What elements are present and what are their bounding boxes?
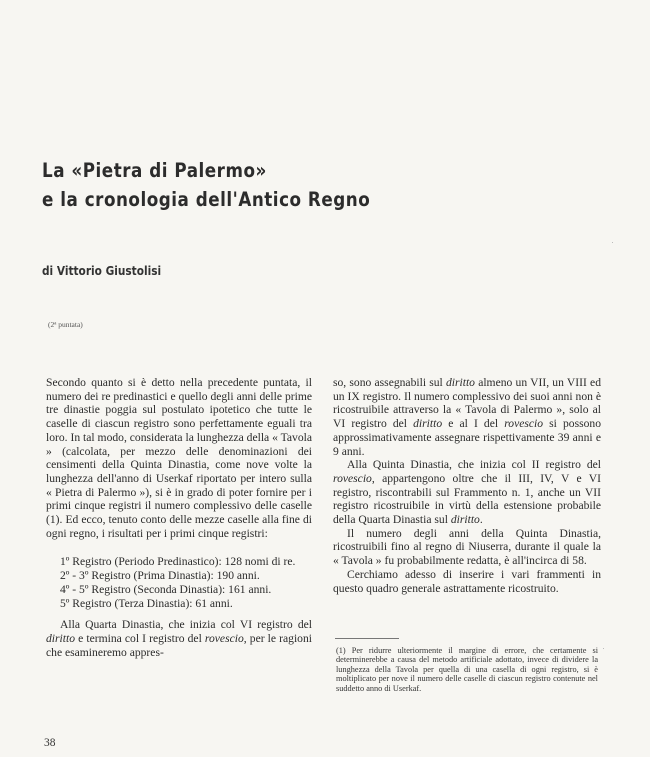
- closing-paragraph: Cerchiamo adesso di inserire i vari frammenti in questo quadro generale astrattamente ricostruito.: [333, 567, 601, 595]
- article-title: [42, 156, 370, 214]
- paper-speck: [603, 648, 604, 649]
- paper-speck: [612, 242, 613, 243]
- register-entry-3: 4º - 5º Registro (Seconda Dinastia): 161 anni.: [60, 582, 272, 596]
- title-line-2: e la cronologia dell'Antico Regno: [42, 188, 371, 211]
- intro-paragraph: Secondo quanto si è detto nella precedente puntata, il numero dei re predinastici e quello degli anni delle prime tre dinastie poggia sul postulato ipotetico che tutte le caselle di ciascun registro sono perfettamente eguali tra loro. In tal modo, considerata la lunghezza della « Tavola » (calcolata, per mezzo delle denominazioni dei censimenti della Quinta Dinastia, come nove volte la lunghezza dell'anno di Userkaf riportato per intero sulla « Pietra di Palermo »), si è in grado di poter fornire per i primi cinque registri il numero complessivo delle caselle (1). Ed ecco, tenuto conto delle mezze caselle alla fine di ogni regno, i risultati per i primi cinque registri:: [46, 376, 312, 540]
- niuserra-paragraph: Il numero degli anni della Quinta Dinastia, ricostruibili fino al regno di Niuserra, durante il quale la « Tavola » fu probabilmente redatta, è all'incirca di 58.: [333, 526, 601, 568]
- register-entry-1: 1º Registro (Periodo Predinastico): 128 nomi di re.: [60, 555, 296, 569]
- continuation-paragraph: so, sono assegnabili sul diritto almeno un VII, un VIII ed un IX registro. Il numero complessivo dei suoi anni non è ricostruibile attraverso la « Tavola di Palermo », solo al VI registro del diritto e al I del rovescio si possono approssimativamente assegnare rispettivamente 39 anni e 9 anni.: [333, 376, 601, 458]
- title-line-1: La «Pietra di Palermo»: [42, 159, 267, 182]
- right-column: [333, 376, 601, 595]
- register-entry-2: 2º - 3º Registro (Prima Dinastia): 190 anni.: [60, 569, 260, 583]
- instalment-note: (2ª puntata): [48, 320, 83, 329]
- left-column: [46, 376, 312, 659]
- fourth-dynasty-paragraph: Alla Quarta Dinastia, che inizia col VI registro del diritto e termina col I registro del rovescio, per le ragioni che esamineremo appres-: [46, 618, 312, 659]
- page-number: 38: [44, 737, 56, 749]
- footnote: (1) Per ridurre ulteriormente il margine di errore, che certamente si determinerebbe a causa del metodo artificiale adottato, invece di dividere la lunghezza della Tavola per quella di una casella di ogni registro, si è moltiplicato per nove il numero delle caselle di ciascun registro contenute nel suddetto anno di Userkaf.: [336, 646, 598, 693]
- footnote-divider: [335, 638, 399, 639]
- fifth-dynasty-paragraph: Alla Quinta Dinastia, che inizia col II registro del rovescio, appartengono oltre che il III, IV, V e VI registro, riscontrabili sul Frammento n. 1, anche un VII registro ricostruibile in virtù della estensione probabile della Quarta Dinastia sul diritto.: [333, 458, 601, 527]
- author-byline: di Vittorio Giustolisi: [42, 264, 162, 278]
- register-entry-4: 5º Registro (Terza Dinastia): 61 anni.: [60, 596, 233, 610]
